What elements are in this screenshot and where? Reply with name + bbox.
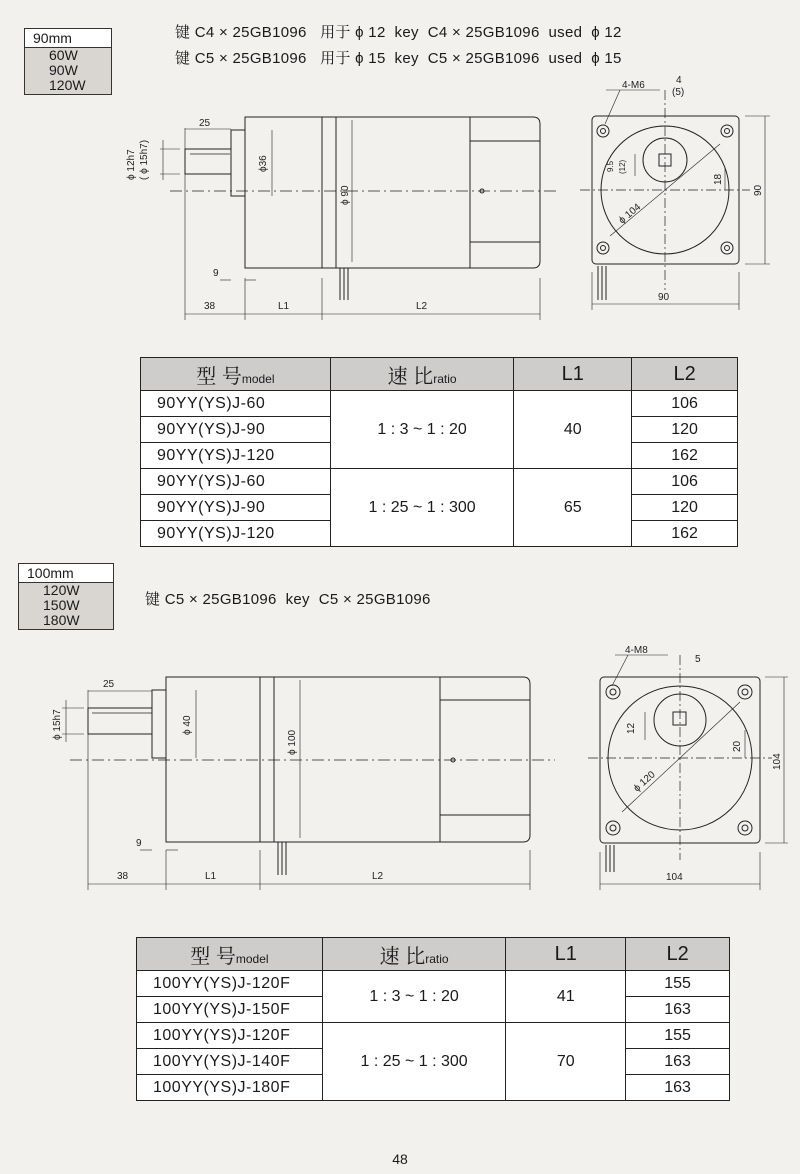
ratio-cell: 1 : 25 ~ 1 : 300 (330, 469, 514, 547)
table-row: 90YY(YS)J-90 120 (141, 417, 738, 443)
header-ratio: 速 比ratio (330, 358, 514, 391)
table-row: 90YY(YS)J-90 120 (141, 495, 738, 521)
table-row: 100YY(YS)J-120F 1 : 3 ~ 1 : 20 41 155 (137, 971, 730, 997)
table-row: 90YY(YS)J-120 162 (141, 443, 738, 469)
table-row: 100YY(YS)J-180F 163 (137, 1075, 730, 1101)
key-spec-line: 键 C5 × 25GB1096 用于 ϕ 15 key C5 × 25GB1096 used ϕ 15 (175, 50, 622, 67)
dim-key-width: 5 (695, 654, 701, 665)
dim-l1: L1 (205, 871, 217, 882)
header-l1: L1 (506, 938, 626, 971)
front-view-90-labels (606, 75, 764, 303)
side-view-90-labels (126, 118, 428, 312)
spec-size: 90mm (25, 29, 111, 48)
dim-shaft-length: 25 (199, 118, 211, 129)
dim-key-height: 9.5 (606, 160, 615, 172)
dim-key-height: 12 (626, 722, 637, 734)
dim-flange: 9 (213, 268, 219, 279)
front-view-90 (580, 90, 770, 310)
dim-key-width: 4 (676, 75, 682, 86)
side-view-90 (160, 117, 560, 320)
page-number: 48 (392, 1151, 408, 1167)
front-view-100-labels (625, 645, 783, 883)
table-row: 100YY(YS)J-120F 1 : 25 ~ 1 : 300 70 155 (137, 1023, 730, 1049)
dim-pcd: ϕ 120 (631, 769, 658, 795)
dim-shaft-dia: ϕ 15h7 (52, 709, 63, 740)
spec-power: 120W (49, 77, 86, 93)
dim-boss-dia: ϕ 40 (182, 715, 193, 735)
side-view-100 (62, 677, 555, 890)
ratio-cell: 1 : 3 ~ 1 : 20 (322, 971, 506, 1023)
dim-l2: L2 (416, 301, 428, 312)
header-model: 型 号model (137, 938, 323, 971)
dim-holes: 4-M8 (625, 645, 648, 656)
dim-flange: 9 (136, 838, 142, 849)
l1-cell: 40 (514, 391, 632, 469)
key-spec-line: 键 C5 × 25GB1096 key C5 × 25GB1096 (145, 591, 431, 608)
header-l2: L2 (626, 938, 730, 971)
dim-body-dia: ϕ 90 (340, 185, 351, 205)
dim-front: 38 (204, 301, 216, 312)
ratio-cell: 1 : 25 ~ 1 : 300 (322, 1023, 506, 1101)
header-l1: L1 (514, 358, 632, 391)
dim-shaft-length: 25 (103, 679, 115, 690)
dim-width: 104 (666, 872, 683, 883)
dim-shaft-dia: ϕ 12h7 (126, 149, 137, 180)
key-spec-line: 键 C4 × 25GB1096 用于 ϕ 12 key C4 × 25GB1096 used ϕ 12 (175, 24, 622, 41)
spec-power: 60W (49, 47, 78, 63)
table-row: 100YY(YS)J-150F 163 (137, 997, 730, 1023)
l1-cell: 65 (514, 469, 632, 547)
spec-power: 90W (49, 62, 78, 78)
spec-table-90 (140, 357, 738, 547)
dim-body-dia: ϕ 100 (287, 729, 298, 755)
table-row: 90YY(YS)J-60 1 : 25 ~ 1 : 300 65 106 (141, 469, 738, 495)
l1-cell: 70 (506, 1023, 626, 1101)
dim-key-height-alt: (12) (618, 159, 627, 174)
dim-holes: 4-M6 (622, 80, 645, 91)
dim-l2: L2 (372, 871, 384, 882)
l1-cell: 41 (506, 971, 626, 1023)
table-row: 90YY(YS)J-120 162 (141, 521, 738, 547)
spec-power: 120W (43, 582, 80, 598)
header-l2: L2 (632, 358, 738, 391)
dim-key-width-alt: (5) (672, 87, 685, 98)
dim-l1: L1 (278, 301, 290, 312)
front-view-100 (588, 655, 788, 890)
dim-pcd: ϕ 104 (616, 201, 644, 227)
dim-height: 104 (772, 753, 783, 770)
spec-box-100mm (18, 563, 114, 630)
dim-offset: 20 (732, 740, 743, 752)
spec-table-100 (136, 937, 730, 1101)
side-view-100-labels (52, 679, 384, 882)
header-ratio: 速 比ratio (322, 938, 506, 971)
spec-size: 100mm (19, 564, 113, 583)
dim-front: 38 (117, 871, 129, 882)
spec-power: 180W (43, 612, 80, 628)
dim-offset: 18 (713, 173, 724, 185)
dim-width: 90 (658, 292, 670, 303)
spec-power: 150W (43, 597, 80, 613)
dim-boss-dia: ϕ36 (258, 155, 269, 172)
header-model: 型 号model (141, 358, 331, 391)
table-row: 100YY(YS)J-140F 163 (137, 1049, 730, 1075)
dim-height: 90 (753, 184, 764, 196)
table-row: 90YY(YS)J-60 1 : 3 ~ 1 : 20 40 106 (141, 391, 738, 417)
ratio-cell: 1 : 3 ~ 1 : 20 (330, 391, 514, 469)
dim-shaft-dia-alt: ( ϕ 15h7) (139, 139, 150, 180)
